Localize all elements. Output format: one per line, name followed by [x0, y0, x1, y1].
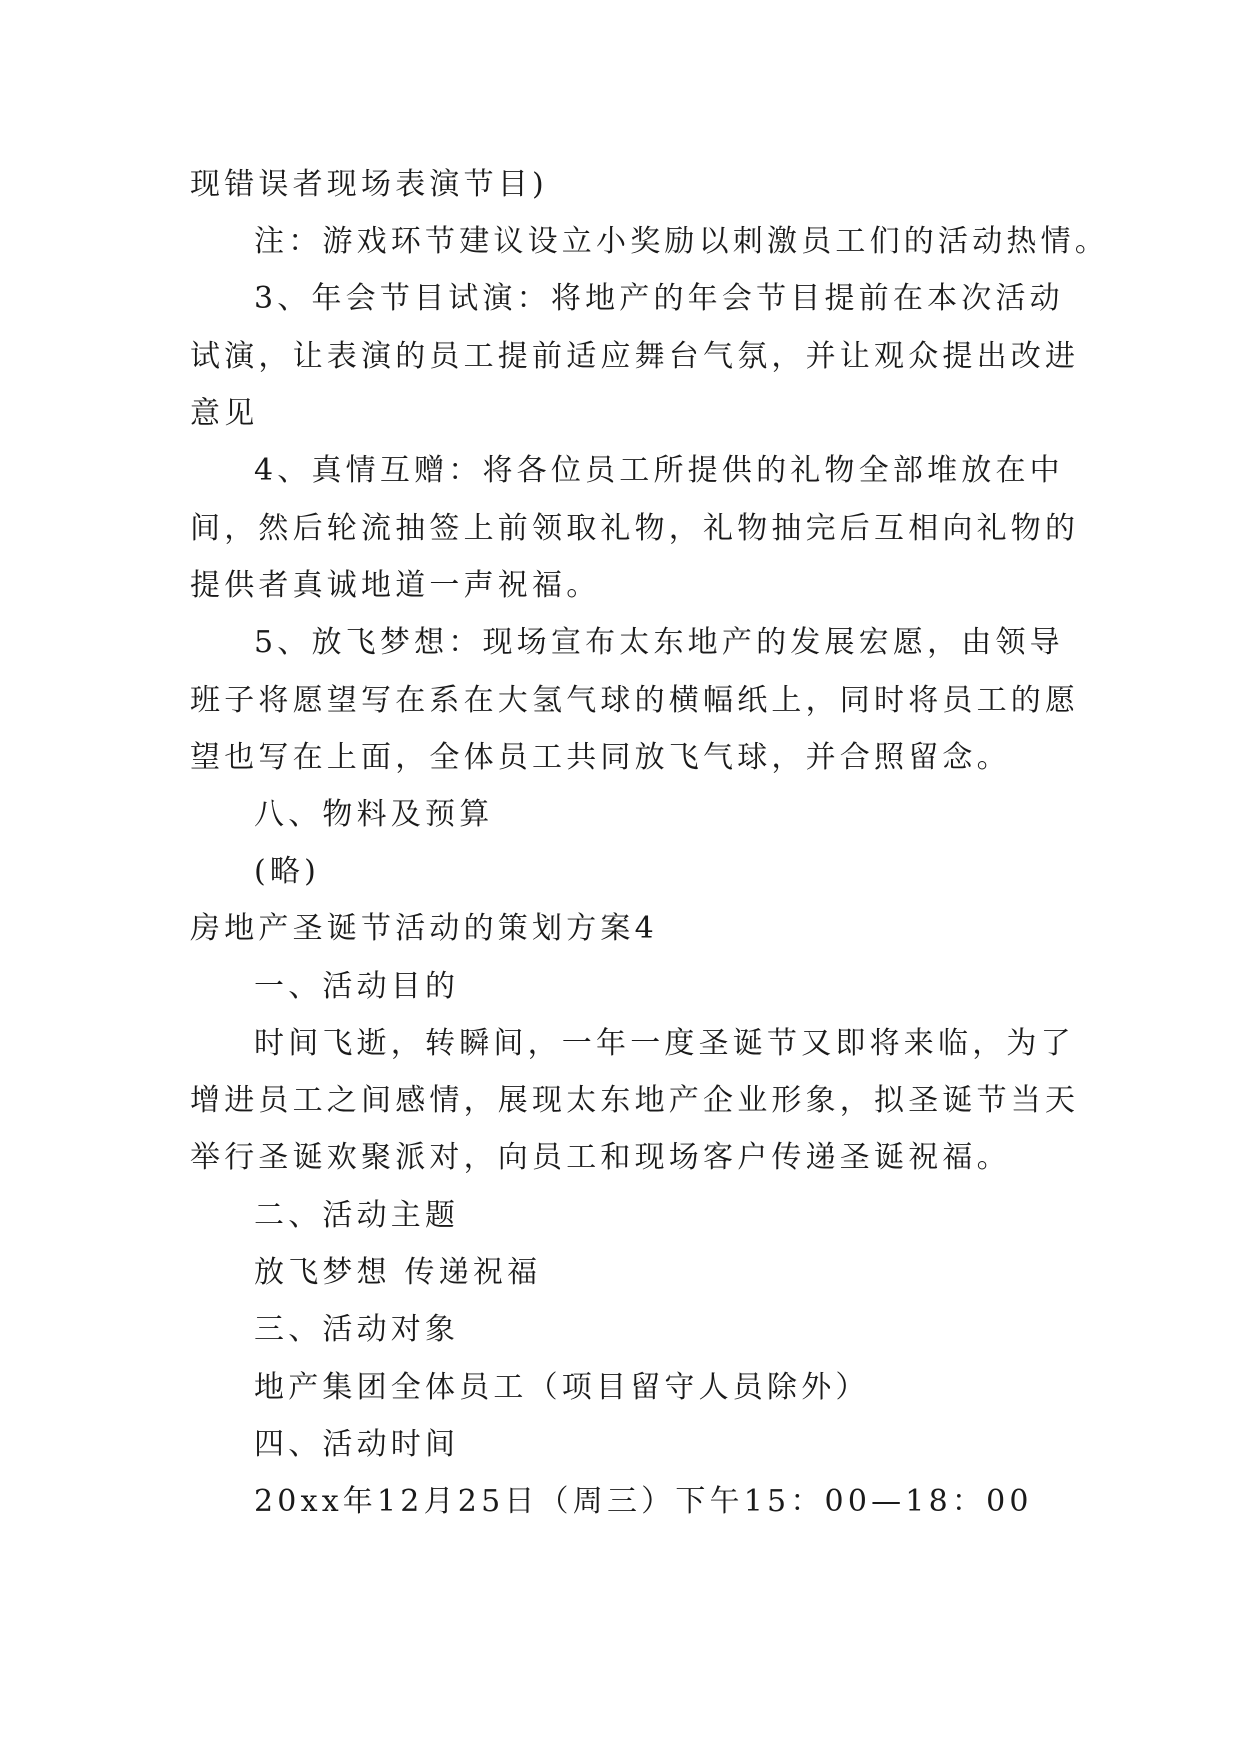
- section-heading: 四、活动时间: [254, 1427, 460, 1462]
- section-heading: 二、活动主题: [254, 1198, 460, 1233]
- text-line: 放飞梦想 传递祝福: [254, 1255, 542, 1290]
- text-line: 班子将愿望写在系在大氢气球的横幅纸上，同时将员工的愿: [190, 683, 1080, 718]
- section-heading: 一、活动目的: [254, 969, 460, 1004]
- text-line: 现错误者现场表演节目): [190, 167, 548, 202]
- text-line: 3、年会节目试演：将地产的年会节目提前在本次活动: [254, 281, 1064, 316]
- text-line: 间，然后轮流抽签上前领取礼物，礼物抽完后互相向礼物的: [190, 511, 1080, 546]
- text-line: (略): [254, 854, 321, 889]
- document-title: 房地产圣诞节活动的策划方案4: [190, 911, 658, 946]
- text-line: 注：游戏环节建议设立小奖励以刺激员工们的活动热情。: [254, 224, 1109, 259]
- section-heading: 三、活动对象: [254, 1312, 460, 1347]
- text-line: 举行圣诞欢聚派对，向员工和现场客户传递圣诞祝福。: [190, 1140, 1011, 1175]
- text-line: 5、放飞梦想：现场宣布太东地产的发展宏愿，由领导: [254, 625, 1064, 660]
- text-line: 地产集团全体员工（项目留守人员除外）: [254, 1370, 870, 1405]
- text-line: 提供者真诚地道一声祝福。: [190, 568, 601, 603]
- text-line: 4、真情互赠：将各位员工所提供的礼物全部堆放在中: [254, 453, 1064, 488]
- section-heading: 八、物料及预算: [254, 797, 494, 832]
- text-line: 试演，让表演的员工提前适应舞台气氛，并让观众提出改进: [190, 339, 1080, 374]
- text-line: 20xx年12月25日（周三）下午15：00—18：00: [254, 1484, 1033, 1519]
- text-line: 增进员工之间感情，展现太东地产企业形象，拟圣诞节当天: [190, 1083, 1080, 1118]
- text-line: 意见: [190, 396, 259, 431]
- text-line: 望也写在上面，全体员工共同放飞气球，并合照留念。: [190, 740, 1011, 775]
- text-line: 时间飞逝，转瞬间，一年一度圣诞节又即将来临，为了: [254, 1026, 1075, 1061]
